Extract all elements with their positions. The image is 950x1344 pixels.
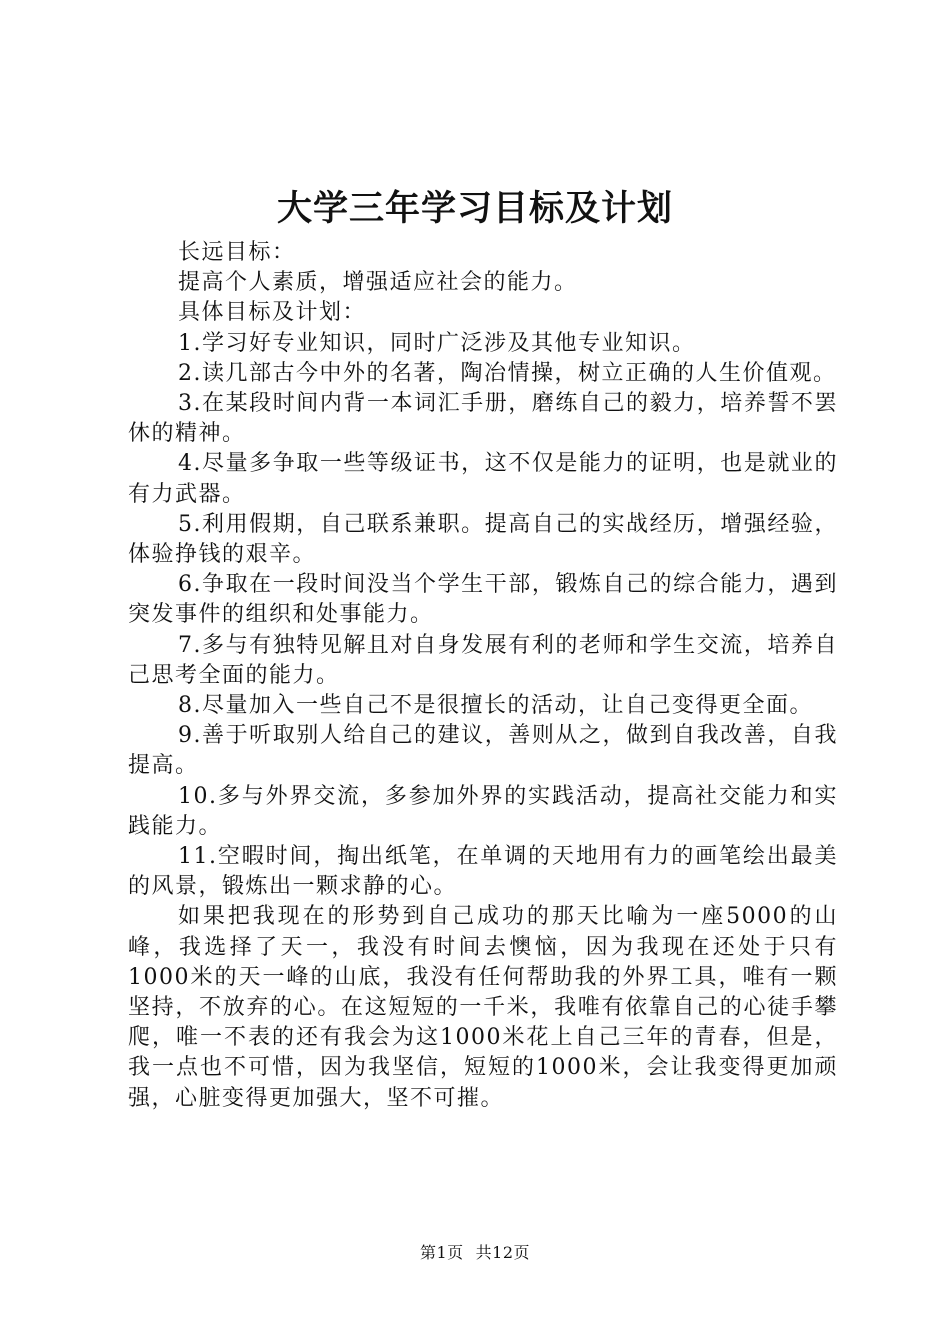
plan-item-6: 6.争取在一段时间没当个学生干部，锻炼自己的综合能力，遇到突发事件的组织和处事能力。 [128, 572, 838, 628]
page-footer [0, 1242, 950, 1264]
paragraph-plan-heading: 具体目标及计划： [178, 300, 367, 326]
document-body [128, 238, 838, 1114]
page-number: 第1页 [419, 1243, 464, 1262]
plan-item-11: 11.空暇时间，掏出纸笔，在单调的天地用有力的画笔绘出最美的风景，锻炼出一颗求静的心。 [128, 844, 838, 900]
plan-item-1: 1.学习好专业知识，同时广泛涉及其他专业知识。 [178, 330, 696, 356]
page-total: 共12页 [475, 1243, 531, 1262]
plan-item-2: 2.读几部古今中外的名著，陶冶情操，树立正确的人生价值观。 [178, 360, 837, 386]
document-title: 大学三年学习目标及计划 [276, 188, 673, 229]
plan-item-3: 3.在某段时间内背一本词汇手册，磨练自己的毅力，培养誓不罢休的精神。 [128, 391, 838, 447]
paragraph-long-term-goal: 提高个人素质，增强适应社会的能力。 [178, 270, 578, 296]
closing-paragraph: 如果把我现在的形势到自己成功的那天比喻为一座5000的山峰，我选择了天一，我没有时间去懊恼，因为我现在还处于只有1000米的天一峰的山底，我没有任何帮助我的外界工具，唯有一颗坚持，不放弃的心。在这短短的一千米，我唯有依靠自己的心徒手攀爬，唯一不表的还有我会为这1000米花上自己三年的青春，但是，我一点也不可惜，因为我坚信，短短的1000米，会让我变得更加顽强，心脏变得更加强大，坚不可摧。 [128, 904, 838, 1111]
plan-item-7: 7.多与有独特见解且对自身发展有利的老师和学生交流，培养自己思考全面的能力。 [128, 632, 838, 688]
paragraph-long-term-goal-heading: 长远目标： [178, 240, 296, 265]
plan-item-5: 5.利用假期，自己联系兼职。提高自己的实战经历，增强经验，体验挣钱的艰辛。 [128, 511, 838, 568]
plan-item-10: 10.多与外界交流，多参加外界的实践活动，提高社交能力和实践能力。 [128, 783, 838, 839]
plan-item-8: 8.尽量加入一些自己不是很擅长的活动，让自己变得更全面。 [178, 693, 813, 719]
plan-item-4: 4.尽量多争取一些等级证书，这不仅是能力的证明，也是就业的有力武器。 [128, 451, 838, 507]
plan-item-9: 9.善于听取别人给自己的建议，善则从之，做到自我改善，自我提高。 [128, 723, 838, 779]
